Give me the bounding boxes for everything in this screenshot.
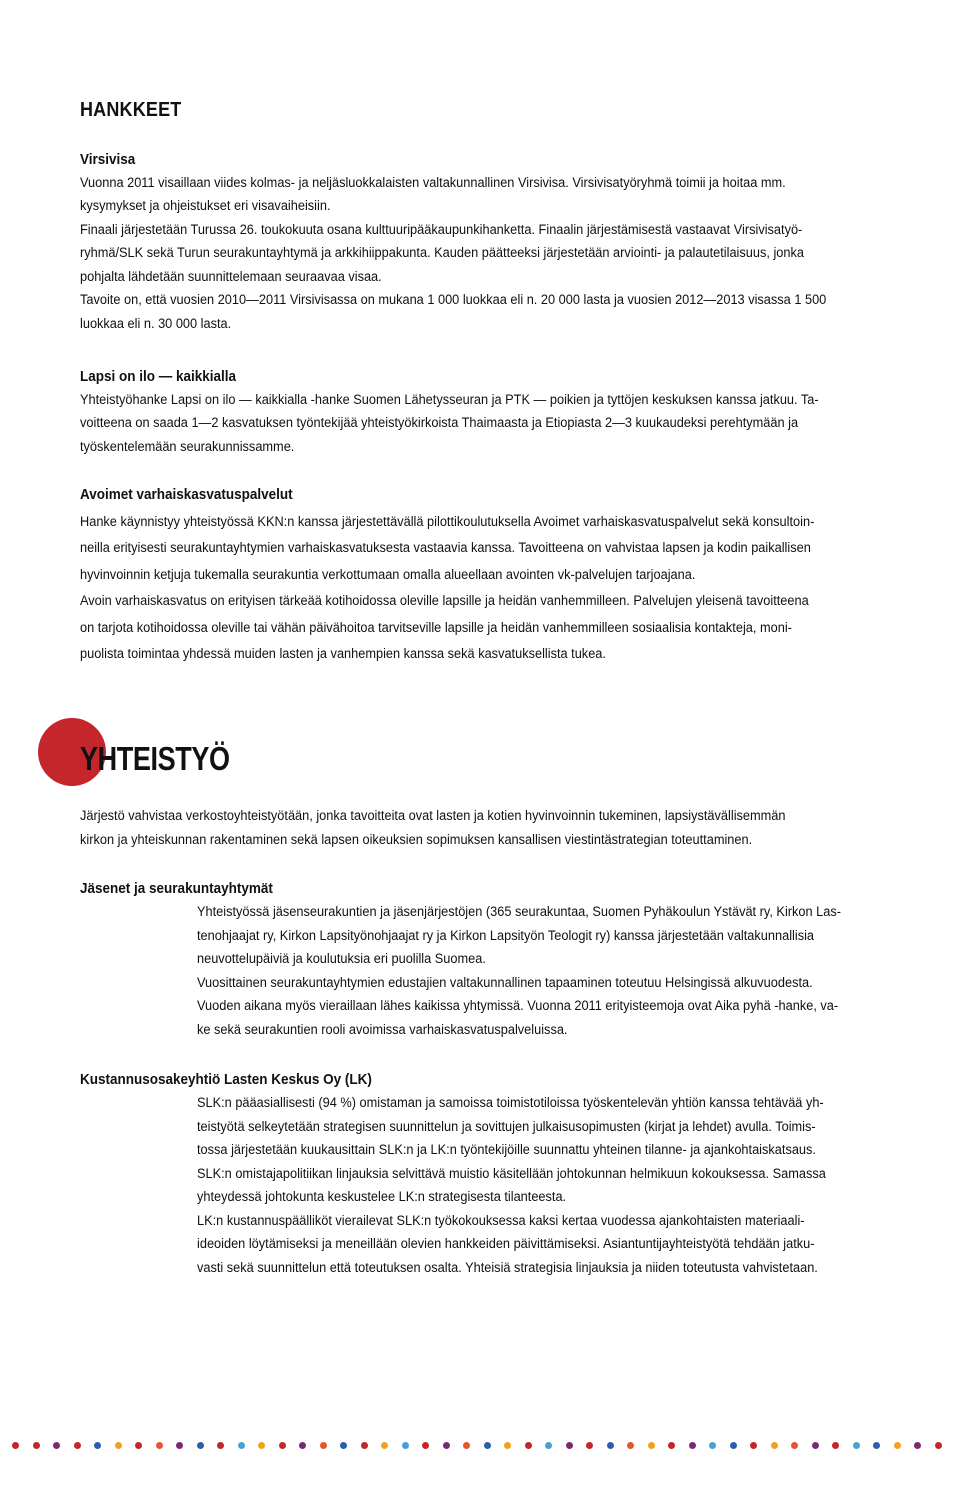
- decorative-dot: [853, 1442, 860, 1449]
- decorative-dot: [730, 1442, 737, 1449]
- jasenet-line: neuvottelupäiviä ja koulutuksia eri puolilla Suomea.: [197, 951, 486, 967]
- decorative-dot: [381, 1442, 388, 1449]
- decorative-dot: [176, 1442, 183, 1449]
- decorative-dot: [566, 1442, 573, 1449]
- yhteistyo-intro: [80, 805, 940, 852]
- virsivisa-section: [80, 148, 940, 336]
- decorative-dot: [340, 1442, 347, 1449]
- avoimet-line: Hanke käynnistyy yhteistyössä KKN:n kanssa järjestettävällä pilottikoulutuksella Avoimet varhaiskasvatuspalvelut sekä konsultoin-: [80, 513, 815, 530]
- lk-lines: [197, 1092, 944, 1280]
- decorative-dot: [812, 1442, 819, 1449]
- virsivisa-line: Vuonna 2011 visaillaan viides kolmas- ja neljäsluokkalaisten valtakunnallinen Virsivisa. Virsivisatyöryhmä toimii ja hoitaa mm.: [80, 174, 786, 191]
- decorative-dot: [156, 1442, 163, 1449]
- lapsi-section: [80, 365, 940, 459]
- yhteistyo-intro-body: [80, 805, 940, 852]
- jasenet-line: tenohjaajat ry, Kirkon Lapsityönohjaajat ry ja Kirkon Lapsityön Teologit ry) kanssa järjestetään valtakunnallisia: [197, 927, 815, 944]
- lk-heading-wrap: [80, 1068, 940, 1092]
- decorative-dot: [607, 1442, 614, 1449]
- lk-line: yhteydessä johtokunta keskustelee LK:n strategisesta tilanteesta.: [197, 1189, 567, 1205]
- decorative-dot: [771, 1442, 778, 1449]
- lapsi-heading: Lapsi on ilo — kaikkialla: [80, 368, 237, 385]
- yhteistyo-intro-line: Järjestö vahvistaa verkostoyhteistyötään, jonka tavoitteita ovat lasten ja kotien hyvinvoinnin tukeminen, lapsiystävällisemmän: [80, 808, 786, 824]
- lk-line: LK:n kustannuspäälliköt vierailevat SLK:n työkokouksessa kaksi kertaa vuodessa ajankohtaisten materiaali-: [197, 1212, 805, 1229]
- virsivisa-line: kysymykset ja ohjeistukset eri visavaiheisiin.: [80, 198, 331, 214]
- virsivisa-line: Finaali järjestetään Turussa 26. toukokuuta osana kulttuuripääkaupunkihanketta. Finaalin järjestämisestä vastaavat Virsivisatyö-: [80, 221, 803, 238]
- decorative-dot: [361, 1442, 368, 1449]
- jasenet-lines: [197, 901, 944, 1042]
- decorative-dot: [12, 1442, 19, 1449]
- jasenet-body: [197, 901, 944, 1042]
- jasenet-line: ke sekä seurakuntien rooli avoimissa varhaiskasvatuspalveluissa.: [197, 1021, 568, 1038]
- lk-body: [197, 1092, 944, 1280]
- jasenet-line: Vuosittainen seurakuntayhtymien edustajien valtakunnallinen tapaaminen toteutuu Helsingissä alkuvuodesta.: [197, 974, 813, 991]
- avoimet-section: [80, 483, 940, 668]
- decorative-dot: [935, 1442, 942, 1449]
- decorative-dot: [648, 1442, 655, 1449]
- decorative-dot: [914, 1442, 921, 1449]
- decorative-dot: [586, 1442, 593, 1449]
- avoimet-line: neilla erityisesti seurakuntayhtymien varhaiskasvatuksesta vastaavia kanssa. Tavoitteena on vahvistaa lapsen ja kodin paikallisen: [80, 540, 811, 556]
- avoimet-heading: Avoimet varhaiskasvatuspalvelut: [80, 486, 293, 503]
- decorative-dot: [238, 1442, 245, 1449]
- virsivisa-line: ryhmä/SLK sekä Turun seurakuntayhtymä ja arkkihiippakunta. Kauden päätteeksi järjestetään arviointi- ja palautetilaisuus, jonka: [80, 245, 804, 261]
- jasenet-heading-wrap: [80, 877, 940, 901]
- decorative-dot: [504, 1442, 511, 1449]
- avoimet-line: hyvinvoinnin ketjuja tukemalla seurakuntia verkottumaan omalla alueellaan avointen vk-palvelujen tarjoajana.: [80, 566, 696, 583]
- section-title-yhteistyo: YHTEISTYÖ: [80, 740, 230, 777]
- decorative-dot: [545, 1442, 552, 1449]
- virsivisa-line: Tavoite on, että vuosien 2010—2011 Virsivisassa on mukana 1 000 luokkaa eli n. 20 000 lasta ja vuosien 2012—2013 visassa 1 500: [80, 292, 827, 308]
- decorative-dot: [484, 1442, 491, 1449]
- lk-line: SLK:n pääasiallisesti (94 %) omistaman ja samoissa toimistotiloissa työskentelevän yhtiön kanssa tehtävää yh-: [197, 1095, 824, 1111]
- avoimet-body: [80, 509, 940, 668]
- lk-line: ideoiden löytämiseksi ja meneillään olevien hankkeiden päivittämiseksi. Asiantuntijayhteistyötä tehdään jatku-: [197, 1236, 815, 1252]
- decorative-dot: [299, 1442, 306, 1449]
- lk-line: SLK:n omistajapolitiikan linjauksia selvittävä muistio käsitellään johtokunnan helmikuun kokouksessa. Samassa: [197, 1165, 826, 1182]
- virsivisa-line: pohjalta lähdetään suunnittelemaan seuraavaa visaa.: [80, 268, 382, 285]
- decorative-dot: [894, 1442, 901, 1449]
- decorative-dot: [709, 1442, 716, 1449]
- decorative-dot: [402, 1442, 409, 1449]
- decorative-dot: [689, 1442, 696, 1449]
- virsivisa-line: luokkaa eli n. 30 000 lasta.: [80, 315, 232, 332]
- lapsi-line: Yhteistyöhanke Lapsi on ilo — kaikkialla -hanke Suomen Lähetysseuran ja PTK — poikien ja tyttöjen keskuksen kanssa jatkuu. Ta-: [80, 391, 819, 408]
- decorative-dot: [279, 1442, 286, 1449]
- decorative-dot: [74, 1442, 81, 1449]
- decorative-dot: [53, 1442, 60, 1449]
- decorative-dot: [217, 1442, 224, 1449]
- jasenet-line: Yhteistyössä jäsenseurakuntien ja jäsenjärjestöjen (365 seurakuntaa, Suomen Pyhäkoulun Ystävät ry, Kirkon Las-: [197, 904, 842, 920]
- lapsi-body: [80, 389, 940, 460]
- decorative-dot: [33, 1442, 40, 1449]
- decorative-dot: [197, 1442, 204, 1449]
- decorative-dot: [668, 1442, 675, 1449]
- virsivisa-body: [80, 172, 940, 337]
- lk-line: teistyötä selkeytetään strategisen suunnittelun ja sovittujen julkaisusopimusten (kirjat ja lehdet) avulla. Toimis-: [197, 1118, 816, 1135]
- lk-heading: Kustannusosakeyhtiö Lasten Keskus Oy (LK): [80, 1071, 372, 1088]
- decorative-dot-row: [12, 1440, 960, 1452]
- decorative-dot: [422, 1442, 429, 1449]
- decorative-dot: [832, 1442, 839, 1449]
- decorative-dot: [627, 1442, 634, 1449]
- decorative-dot: [463, 1442, 470, 1449]
- decorative-dot: [525, 1442, 532, 1449]
- avoimet-line: puolista toimintaa yhdessä muiden lasten ja vanhempien kanssa sekä kasvatuksellista tukea.: [80, 646, 606, 662]
- decorative-dot: [135, 1442, 142, 1449]
- lapsi-line: voitteena on saada 1—2 kasvatuksen työntekijää yhteistyökirkoista Thaimaasta ja Etiopiasta 2—3 kuukaudeksi perehtymään ja: [80, 415, 799, 431]
- decorative-dot: [258, 1442, 265, 1449]
- decorative-dot: [115, 1442, 122, 1449]
- section-title-hankkeet: HANKKEET: [80, 99, 182, 121]
- lk-line: tossa järjestetään kuukausittain SLK:n ja LK:n työntekijöille suunnattu yhteinen tilanne- ja ajankohtaiskatsaus.: [197, 1142, 816, 1158]
- decorative-dot: [791, 1442, 798, 1449]
- decorative-dot: [750, 1442, 757, 1449]
- yhteistyo-intro-line: kirkon ja yhteiskunnan rakentaminen sekä lapsen oikeuksien sopimuksen kansallisen viestintästrategian toteuttaminen.: [80, 831, 753, 848]
- avoimet-line: Avoin varhaiskasvatus on erityisen tärkeää kotihoidossa oleville lapsille ja heidän vanhemmilleen. Palvelujen yleisenä tavoitteena: [80, 593, 809, 609]
- virsivisa-heading: Virsivisa: [80, 151, 136, 168]
- decorative-dot: [443, 1442, 450, 1449]
- decorative-dot: [94, 1442, 101, 1449]
- jasenet-heading: Jäsenet ja seurakuntayhtymät: [80, 880, 273, 897]
- jasenet-line: Vuoden aikana myös vieraillaan lähes kaikissa yhtymissä. Vuonna 2011 erityisteemoja ovat Aika pyhä -hanke, va-: [197, 998, 839, 1014]
- avoimet-line: on tarjota kotihoidossa oleville tai vähän päivähoitoa tarvitseville lapsille ja heidän vanhemmilleen sosiaalisia kontakteja, moni-: [80, 619, 792, 636]
- lapsi-line: työskentelemään seurakunnissamme.: [80, 438, 295, 455]
- decorative-dot: [873, 1442, 880, 1449]
- decorative-dot: [320, 1442, 327, 1449]
- lk-line: vasti sekä suunnittelun että toteutuksen osalta. Yhteisiä strategisia linjauksia ja niiden toteutusta vahvistetaan.: [197, 1259, 818, 1276]
